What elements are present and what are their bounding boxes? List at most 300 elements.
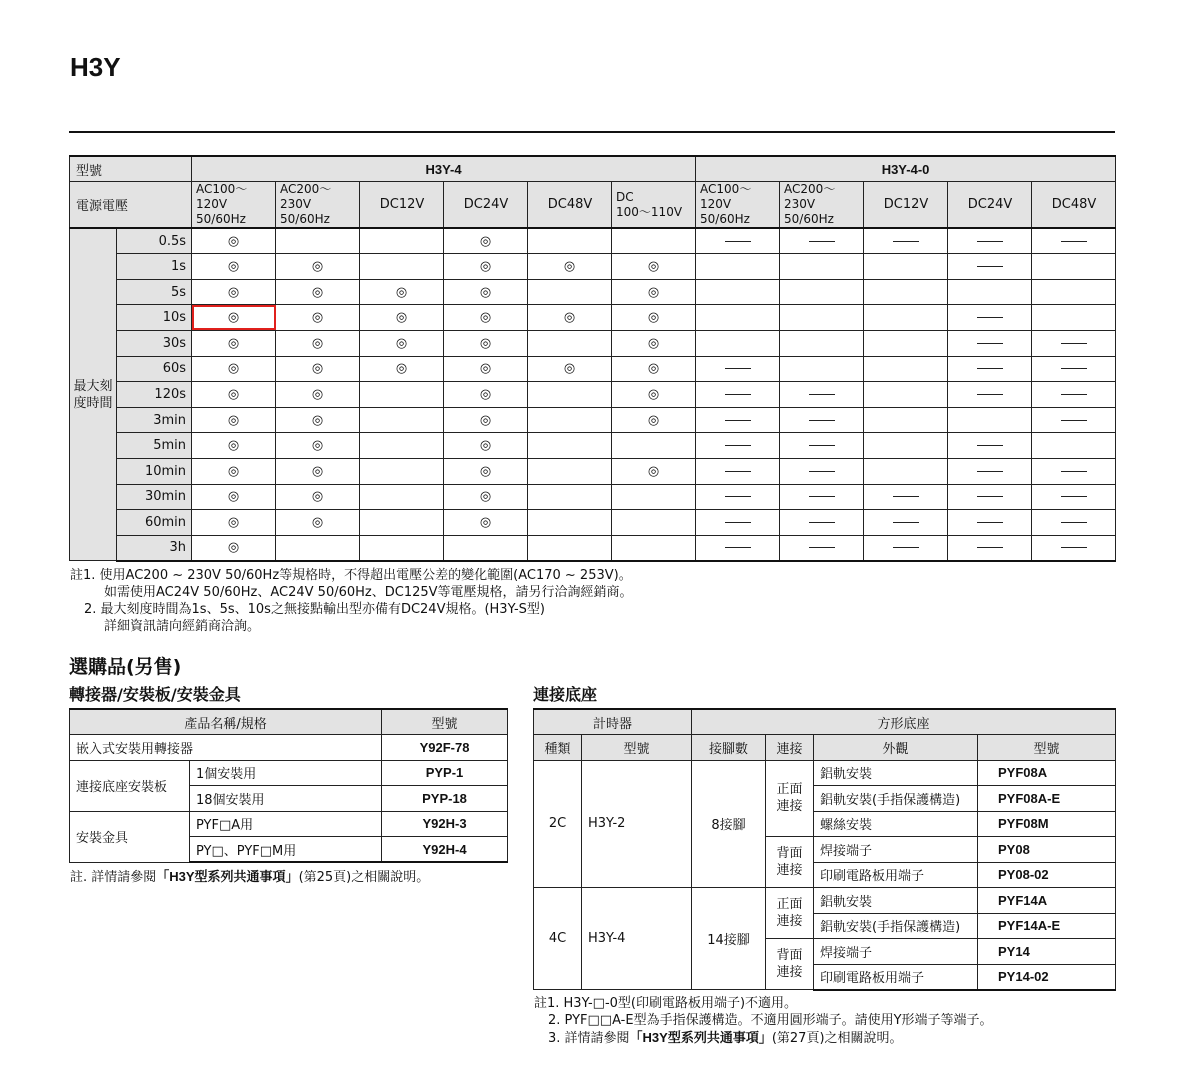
not-available-dash — [696, 510, 780, 536]
socket-appearance: 螺絲安裝 — [814, 811, 978, 837]
available-mark — [276, 484, 360, 510]
empty-cell — [360, 510, 444, 536]
available-mark — [612, 305, 696, 331]
empty-cell — [696, 254, 780, 280]
not-available-dash — [948, 510, 1032, 536]
double-circle-icon: ◎ — [311, 438, 324, 454]
available-mark — [276, 254, 360, 280]
double-circle-icon: ◎ — [647, 335, 660, 351]
adapter-model: Y92H-3 — [382, 811, 508, 837]
voltage-header — [360, 182, 444, 229]
socket-note-3-ref: 「H3Y型系列共通事項」 — [629, 1030, 772, 1045]
socket-note-3-pre: 3. 詳情請參閱 — [548, 1031, 630, 1046]
available-mark — [612, 330, 696, 356]
available-mark — [192, 330, 276, 356]
timer-model-header: 型號 — [582, 735, 692, 761]
timing-row — [70, 228, 1116, 254]
not-available-dash — [696, 484, 780, 510]
timing-row — [70, 305, 1116, 331]
available-mark — [444, 305, 528, 331]
voltage-header — [780, 182, 864, 229]
empty-cell — [864, 382, 948, 408]
page-title: H3Y — [70, 52, 121, 82]
adapters-table — [69, 708, 508, 863]
available-mark — [612, 254, 696, 280]
adapter-model: Y92F-78 — [382, 735, 508, 761]
connection-back: 背面連接 — [766, 939, 814, 990]
empty-cell — [864, 356, 948, 382]
socket-model: PYF08M — [978, 811, 1116, 837]
not-available-dash — [780, 535, 864, 561]
not-available-dash — [696, 228, 780, 254]
dash-icon — [977, 471, 1003, 472]
adapters-title: 轉接器/安裝板/安裝金具 — [69, 685, 241, 704]
socket-model: PYF14A-E — [978, 913, 1116, 939]
empty-cell — [948, 407, 1032, 433]
double-circle-icon: ◎ — [227, 489, 240, 505]
timing-row — [70, 407, 1116, 433]
not-available-dash — [696, 458, 780, 484]
dash-icon — [893, 496, 919, 497]
available-mark — [444, 510, 528, 536]
double-circle-icon: ◎ — [479, 258, 492, 274]
double-circle-icon: ◎ — [311, 310, 324, 326]
dash-icon — [1061, 547, 1087, 548]
adapters-note-post: (第25頁)之相關說明。 — [298, 870, 430, 885]
available-mark — [444, 458, 528, 484]
adapters-header-model: 型號 — [382, 709, 508, 735]
empty-cell — [864, 305, 948, 331]
adapters-note-pre: 註. 詳情請參閱 — [70, 870, 157, 885]
not-available-dash — [948, 433, 1032, 459]
timer-header: 計時器 — [534, 709, 692, 735]
available-mark — [192, 228, 276, 254]
dash-icon — [977, 394, 1003, 395]
not-available-dash — [1032, 535, 1116, 561]
double-circle-icon: ◎ — [311, 463, 324, 479]
socket-model: PYF14A — [978, 888, 1116, 914]
available-mark — [276, 458, 360, 484]
empty-cell — [528, 535, 612, 561]
available-mark — [276, 279, 360, 305]
not-available-dash — [1032, 228, 1116, 254]
dash-icon — [725, 368, 751, 369]
available-mark — [612, 407, 696, 433]
timing-row — [70, 510, 1116, 536]
not-available-dash — [864, 484, 948, 510]
double-circle-icon: ◎ — [647, 284, 660, 300]
socket-note-2: 2. PYF□□A-E型為手指保護構造。不適用圓形端子。請使用Y形端子等端子。 — [548, 1013, 993, 1028]
socket-type: 2C — [534, 760, 582, 888]
time-range: 30min — [117, 484, 192, 510]
timing-row — [70, 254, 1116, 280]
available-mark — [360, 305, 444, 331]
socket-appearance: 鋁軌安裝(手指保護構造) — [814, 913, 978, 939]
double-circle-icon: ◎ — [311, 335, 324, 351]
voltage-line: 50/60Hz — [280, 212, 330, 227]
double-circle-icon: ◎ — [311, 412, 324, 428]
available-mark — [192, 254, 276, 280]
socket-model: PYF08A — [978, 760, 1116, 786]
dash-icon — [1061, 343, 1087, 344]
dash-icon — [809, 445, 835, 446]
not-available-dash — [864, 510, 948, 536]
dash-icon — [977, 368, 1003, 369]
double-circle-icon: ◎ — [227, 514, 240, 530]
available-mark — [276, 433, 360, 459]
voltage-line: DC48V — [547, 197, 593, 213]
available-mark — [444, 228, 528, 254]
empty-cell — [360, 407, 444, 433]
dash-icon — [1061, 471, 1087, 472]
not-available-dash — [948, 330, 1032, 356]
dash-icon — [809, 241, 835, 242]
available-mark — [360, 330, 444, 356]
socket-appearance: 焊接端子 — [814, 939, 978, 965]
dash-icon — [809, 547, 835, 548]
dash-icon — [809, 522, 835, 523]
not-available-dash — [948, 228, 1032, 254]
group1-header: H3Y-4 — [192, 156, 696, 182]
not-available-dash — [1032, 484, 1116, 510]
empty-cell — [864, 458, 948, 484]
voltage-header — [948, 182, 1032, 229]
dash-icon — [725, 241, 751, 242]
double-circle-icon: ◎ — [311, 489, 324, 505]
socket-note-1: 註1. H3Y-□-0型(印刷電路板用端子)不適用。 — [534, 996, 798, 1011]
timing-row — [70, 458, 1116, 484]
voltage-line: 50/60Hz — [700, 212, 750, 227]
double-circle-icon: ◎ — [563, 310, 576, 326]
max-scale-time-label: 最大刻度時間 — [70, 228, 117, 561]
available-mark — [360, 279, 444, 305]
time-range: 5s — [117, 279, 192, 305]
dash-icon — [977, 522, 1003, 523]
available-mark — [192, 433, 276, 459]
voltage-header — [612, 182, 696, 229]
empty-cell — [780, 254, 864, 280]
not-available-dash — [948, 305, 1032, 331]
dash-icon — [977, 547, 1003, 548]
not-available-dash — [864, 228, 948, 254]
empty-cell — [528, 433, 612, 459]
model-label: 型號 — [70, 156, 192, 182]
double-circle-icon: ◎ — [479, 463, 492, 479]
connection-back: 背面連接 — [766, 837, 814, 888]
empty-cell — [780, 305, 864, 331]
empty-cell — [696, 305, 780, 331]
available-mark — [192, 279, 276, 305]
empty-cell — [612, 228, 696, 254]
double-circle-icon: ◎ — [227, 438, 240, 454]
empty-cell — [360, 484, 444, 510]
not-available-dash — [780, 228, 864, 254]
socket-pins: 8接腳 — [692, 760, 766, 888]
available-mark — [444, 330, 528, 356]
available-mark — [276, 330, 360, 356]
dash-icon — [725, 547, 751, 548]
available-mark — [192, 382, 276, 408]
not-available-dash — [948, 484, 1032, 510]
double-circle-icon: ◎ — [395, 310, 408, 326]
double-circle-icon: ◎ — [647, 386, 660, 402]
double-circle-icon: ◎ — [479, 489, 492, 505]
note-1: 註1. 使用AC200 ~ 230V 50/60Hz等規格時，不得超出電壓公差的變化範圍(AC170 ~ 253V)。 — [70, 568, 632, 583]
voltage-line: 50/60Hz — [784, 212, 834, 227]
available-mark — [276, 356, 360, 382]
timing-row — [70, 484, 1116, 510]
empty-cell — [948, 279, 1032, 305]
group2-header: H3Y-4-0 — [696, 156, 1116, 182]
available-mark — [192, 535, 276, 561]
options-title: 選購品(另售) — [69, 656, 182, 678]
socket-appearance: 鋁軌安裝 — [814, 888, 978, 914]
double-circle-icon: ◎ — [227, 463, 240, 479]
highlighted-cell — [192, 305, 276, 331]
adapter-spec: PYF□A用 — [190, 811, 382, 837]
empty-cell — [528, 407, 612, 433]
dash-icon — [725, 445, 751, 446]
available-mark — [276, 305, 360, 331]
adapter-model: PYP-1 — [382, 760, 508, 786]
empty-cell — [780, 330, 864, 356]
dash-icon — [893, 547, 919, 548]
not-available-dash — [1032, 330, 1116, 356]
dash-icon — [977, 266, 1003, 267]
time-range: 0.5s — [117, 228, 192, 254]
dash-icon — [977, 241, 1003, 242]
dash-icon — [1061, 368, 1087, 369]
voltage-line: DC12V — [883, 197, 929, 213]
not-available-dash — [780, 510, 864, 536]
socket-timer-model: H3Y-4 — [582, 888, 692, 990]
socket-appearance: 焊接端子 — [814, 837, 978, 863]
dash-icon — [725, 471, 751, 472]
socket-pins: 14接腳 — [692, 888, 766, 990]
dash-icon — [725, 394, 751, 395]
socket-appearance: 印刷電路板用端子 — [814, 964, 978, 990]
time-range: 10min — [117, 458, 192, 484]
empty-cell — [1032, 433, 1116, 459]
available-mark — [276, 407, 360, 433]
available-mark — [612, 382, 696, 408]
empty-cell — [780, 356, 864, 382]
available-mark — [192, 484, 276, 510]
double-circle-icon: ◎ — [479, 284, 492, 300]
voltage-line: 50/60Hz — [196, 212, 246, 227]
connection-front: 正面連接 — [766, 760, 814, 837]
not-available-dash — [1032, 510, 1116, 536]
voltage-header — [696, 182, 780, 229]
adapters-header-name: 產品名稱/規格 — [70, 709, 382, 735]
double-circle-icon: ◎ — [227, 412, 240, 428]
available-mark — [360, 356, 444, 382]
empty-cell — [528, 458, 612, 484]
empty-cell — [612, 433, 696, 459]
timing-row — [70, 279, 1116, 305]
socket-model: PY14 — [978, 939, 1116, 965]
empty-cell — [612, 510, 696, 536]
available-mark — [444, 279, 528, 305]
double-circle-icon: ◎ — [311, 361, 324, 377]
available-mark — [192, 407, 276, 433]
double-circle-icon: ◎ — [647, 258, 660, 274]
double-circle-icon: ◎ — [311, 284, 324, 300]
voltage-line: DC — [616, 189, 634, 204]
not-available-dash — [780, 433, 864, 459]
socket-type: 4C — [534, 888, 582, 990]
empty-cell — [360, 535, 444, 561]
empty-cell — [276, 228, 360, 254]
not-available-dash — [948, 254, 1032, 280]
double-circle-icon: ◎ — [311, 386, 324, 402]
time-range: 30s — [117, 330, 192, 356]
adapter-model: PYP-18 — [382, 786, 508, 812]
voltage-line: 100～110V — [616, 204, 683, 219]
empty-cell — [612, 484, 696, 510]
empty-cell — [780, 279, 864, 305]
not-available-dash — [780, 382, 864, 408]
not-available-dash — [1032, 356, 1116, 382]
available-mark — [444, 254, 528, 280]
sockets-title: 連接底座 — [533, 685, 598, 704]
connection-front: 正面連接 — [766, 888, 814, 939]
double-circle-icon: ◎ — [479, 438, 492, 454]
not-available-dash — [1032, 382, 1116, 408]
empty-cell — [528, 484, 612, 510]
adapter-group: 安裝金具 — [70, 811, 190, 862]
voltage-line: DC48V — [1051, 197, 1097, 213]
double-circle-icon: ◎ — [395, 361, 408, 377]
double-circle-icon: ◎ — [311, 514, 324, 530]
dash-icon — [809, 420, 835, 421]
timer-spec-table — [69, 155, 1116, 562]
dash-icon — [977, 445, 1003, 446]
double-circle-icon: ◎ — [479, 514, 492, 530]
adapter-model: Y92H-4 — [382, 837, 508, 863]
pins-header: 接腳數 — [692, 735, 766, 761]
connection-header: 連接 — [766, 735, 814, 761]
double-circle-icon: ◎ — [227, 258, 240, 274]
double-circle-icon: ◎ — [647, 361, 660, 377]
empty-cell — [360, 228, 444, 254]
note-1-cont: 如需使用AC24V 50/60Hz、AC24V 50/60Hz、DC125V等電壓規格，請另行洽詢經銷商。 — [104, 585, 633, 600]
dash-icon — [977, 317, 1003, 318]
available-mark — [528, 254, 612, 280]
time-range: 120s — [117, 382, 192, 408]
not-available-dash — [780, 458, 864, 484]
not-available-dash — [948, 382, 1032, 408]
not-available-dash — [780, 407, 864, 433]
double-circle-icon: ◎ — [479, 361, 492, 377]
type-header: 種類 — [534, 735, 582, 761]
available-mark — [444, 382, 528, 408]
available-mark — [444, 356, 528, 382]
adapter-spec: 18個安裝用 — [190, 786, 382, 812]
available-mark — [528, 356, 612, 382]
double-circle-icon: ◎ — [227, 233, 240, 249]
empty-cell — [528, 330, 612, 356]
time-range: 60s — [117, 356, 192, 382]
dash-icon — [977, 496, 1003, 497]
available-mark — [612, 279, 696, 305]
timing-row — [70, 433, 1116, 459]
not-available-dash — [948, 535, 1032, 561]
empty-cell — [1032, 254, 1116, 280]
double-circle-icon: ◎ — [647, 463, 660, 479]
time-range: 10s — [117, 305, 192, 331]
not-available-dash — [780, 484, 864, 510]
voltage-line: DC24V — [463, 197, 509, 213]
voltage-line: DC12V — [379, 197, 425, 213]
dash-icon — [1061, 496, 1087, 497]
adapter-spec: PY□、PYF□M用 — [190, 837, 382, 863]
empty-cell — [528, 382, 612, 408]
available-mark — [192, 458, 276, 484]
adapter-spec: 1個安裝用 — [190, 760, 382, 786]
empty-cell — [864, 279, 948, 305]
available-mark — [612, 356, 696, 382]
available-mark — [276, 510, 360, 536]
empty-cell — [864, 254, 948, 280]
double-circle-icon: ◎ — [647, 412, 660, 428]
empty-cell — [360, 433, 444, 459]
not-available-dash — [948, 458, 1032, 484]
table-notes — [70, 567, 633, 635]
double-circle-icon: ◎ — [479, 412, 492, 428]
note-2-cont: 詳細資訊請向經銷商洽詢。 — [104, 619, 261, 634]
voltage-header — [528, 182, 612, 229]
adapter-group: 連接底座安裝板 — [70, 760, 190, 811]
double-circle-icon: ◎ — [227, 335, 240, 351]
double-circle-icon: ◎ — [647, 310, 660, 326]
voltage-header — [1032, 182, 1116, 229]
socket-model: PY14-02 — [978, 964, 1116, 990]
available-mark — [612, 458, 696, 484]
not-available-dash — [696, 535, 780, 561]
voltage-line: AC100～120V — [196, 182, 248, 212]
voltage-line: DC24V — [967, 197, 1013, 213]
dash-icon — [1061, 522, 1087, 523]
voltage-label: 電源電壓 — [70, 182, 192, 229]
socket-appearance: 鋁軌安裝 — [814, 760, 978, 786]
double-circle-icon: ◎ — [227, 386, 240, 402]
voltage-header — [276, 182, 360, 229]
not-available-dash — [1032, 458, 1116, 484]
double-circle-icon: ◎ — [227, 284, 240, 300]
not-available-dash — [696, 407, 780, 433]
note-2: 2. 最大刻度時間為1s、5s、10s之無接點輸出型亦備有DC24V規格。(H3Y-S型) — [84, 602, 545, 617]
available-mark — [528, 305, 612, 331]
timing-row — [70, 330, 1116, 356]
socket-model: PY08-02 — [978, 862, 1116, 888]
double-circle-icon: ◎ — [479, 335, 492, 351]
time-range: 5min — [117, 433, 192, 459]
available-mark — [444, 433, 528, 459]
timing-row — [70, 356, 1116, 382]
empty-cell — [864, 433, 948, 459]
empty-cell — [528, 228, 612, 254]
socket-appearance: 印刷電路板用端子 — [814, 862, 978, 888]
title-rule — [69, 131, 1115, 133]
empty-cell — [696, 330, 780, 356]
time-range: 3h — [117, 535, 192, 561]
voltage-line: AC100～120V — [700, 182, 752, 212]
not-available-dash — [696, 433, 780, 459]
socket-appearance: 鋁軌安裝(手指保護構造) — [814, 786, 978, 812]
not-available-dash — [696, 356, 780, 382]
empty-cell — [444, 535, 528, 561]
